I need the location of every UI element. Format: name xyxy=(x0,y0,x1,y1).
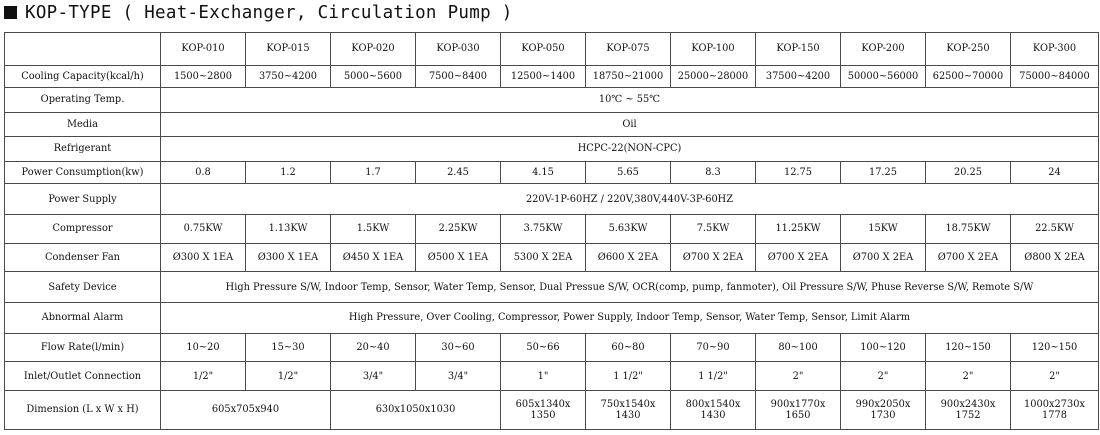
dimension-line: 750x1540x xyxy=(600,398,656,410)
table-cell: 10℃ ~ 55℃ xyxy=(161,88,1099,113)
row-label: Power Supply xyxy=(5,184,161,215)
table-row xyxy=(5,161,1099,184)
table-row xyxy=(5,272,1099,303)
dimension-line: 1000x2730x xyxy=(1024,398,1085,410)
table-cell xyxy=(756,391,841,430)
table-cell: 3750~4200 xyxy=(246,65,331,88)
table-cell: 1.13KW xyxy=(246,215,331,244)
dimension-line: 800x1540x xyxy=(685,398,741,410)
table-row xyxy=(5,391,1099,430)
table-cell xyxy=(926,391,1011,430)
row-label: Inlet/Outlet Connection xyxy=(5,362,161,391)
table-cell: 1/2" xyxy=(161,362,246,391)
dimension-line: 900x2430x xyxy=(940,398,996,410)
table-cell: 12500~1400 xyxy=(501,65,586,88)
table-cell: 15~30 xyxy=(246,333,331,362)
table-cell: 20.25 xyxy=(926,161,1011,184)
dimension-line: 1650 xyxy=(785,410,811,421)
table-cell: 1 1/2" xyxy=(671,362,756,391)
table-cell: 20~40 xyxy=(331,333,416,362)
dimension-line: 1778 xyxy=(1042,410,1067,421)
table-cell: 8.3 xyxy=(671,161,756,184)
table-row xyxy=(5,112,1099,137)
table-cell: Ø800 X 2EA xyxy=(1011,243,1099,272)
table-cell: 75000~84000 xyxy=(1011,65,1099,88)
row-label: Compressor xyxy=(5,215,161,244)
table-cell: Ø300 X 1EA xyxy=(246,243,331,272)
table-cell: Oil xyxy=(161,112,1099,137)
table-cell: 605x705x940 xyxy=(161,391,331,430)
table-cell: 3/4" xyxy=(331,362,416,391)
table-cell: 24 xyxy=(1011,161,1099,184)
table-cell: 18.75KW xyxy=(926,215,1011,244)
row-label: Abnormal Alarm xyxy=(5,303,161,334)
table-cell: 1.7 xyxy=(331,161,416,184)
table-cell: High Pressure S/W, Indoor Temp, Sensor, Water Temp, Sensor, Dual Pressue S/W, OCR(comp, pump, fanmoter), Oil Pressure S/W, Phuse Reverse S/W, Remote S/W xyxy=(161,272,1099,303)
row-label: Condenser Fan xyxy=(5,243,161,272)
table-cell: 4.15 xyxy=(501,161,586,184)
model-header: KOP-010 xyxy=(161,33,246,66)
table-cell: 5.65 xyxy=(586,161,671,184)
table-cell: 1" xyxy=(501,362,586,391)
table-cell: 7500~8400 xyxy=(416,65,501,88)
table-cell: Ø700 X 2EA xyxy=(756,243,841,272)
row-label: Media xyxy=(5,112,161,137)
table-cell: 25000~28000 xyxy=(671,65,756,88)
table-cell: 15KW xyxy=(841,215,926,244)
table-cell: 5.63KW xyxy=(586,215,671,244)
table-cell: Ø700 X 2EA xyxy=(671,243,756,272)
dimension-line: 990x2050x xyxy=(855,398,911,410)
table-cell: 120~150 xyxy=(1011,333,1099,362)
table-cell: Ø500 X 1EA xyxy=(416,243,501,272)
table-cell: 2.45 xyxy=(416,161,501,184)
model-header: KOP-030 xyxy=(416,33,501,66)
table-cell: 2" xyxy=(841,362,926,391)
table-cell: 5000~5600 xyxy=(331,65,416,88)
table-cell: 50~66 xyxy=(501,333,586,362)
dimension-line: 1752 xyxy=(955,410,981,421)
table-row xyxy=(5,88,1099,113)
row-label: Operating Temp. xyxy=(5,88,161,113)
row-label: Power Consumption(kw) xyxy=(5,161,161,184)
table-cell: 10~20 xyxy=(161,333,246,362)
table-cell: 7.5KW xyxy=(671,215,756,244)
header-row xyxy=(5,33,1099,66)
table-cell: Ø600 X 2EA xyxy=(586,243,671,272)
table-cell: 50000~56000 xyxy=(841,65,926,88)
table-cell: Ø700 X 2EA xyxy=(926,243,1011,272)
table-cell: 120~150 xyxy=(926,333,1011,362)
table-cell: 1500~2800 xyxy=(161,65,246,88)
table-row xyxy=(5,333,1099,362)
table-cell xyxy=(671,391,756,430)
table-row xyxy=(5,137,1099,162)
table-cell: 1.5KW xyxy=(331,215,416,244)
model-header: KOP-300 xyxy=(1011,33,1099,66)
table-cell: HCPC-22(NON-CPC) xyxy=(161,137,1099,162)
table-row xyxy=(5,215,1099,244)
table-cell: 1/2" xyxy=(246,362,331,391)
table-cell: 3/4" xyxy=(416,362,501,391)
table-cell: 30~60 xyxy=(416,333,501,362)
table-row xyxy=(5,184,1099,215)
dimension-line: 1430 xyxy=(700,410,726,421)
table-cell: 17.25 xyxy=(841,161,926,184)
table-cell: 3.75KW xyxy=(501,215,586,244)
table-cell: 80~100 xyxy=(756,333,841,362)
model-header: KOP-015 xyxy=(246,33,331,66)
table-cell: 12.75 xyxy=(756,161,841,184)
page-title xyxy=(4,0,513,26)
table-cell: 0.8 xyxy=(161,161,246,184)
table-cell: 0.75KW xyxy=(161,215,246,244)
table-cell: 62500~70000 xyxy=(926,65,1011,88)
table-cell: 18750~21000 xyxy=(586,65,671,88)
dimension-line: 605x1340x xyxy=(515,398,571,410)
row-label: Refrigerant xyxy=(5,137,161,162)
model-header: KOP-150 xyxy=(756,33,841,66)
table-row xyxy=(5,243,1099,272)
table-cell: 60~80 xyxy=(586,333,671,362)
table-cell: 220V-1P-60HZ / 220V,380V,440V-3P-60HZ xyxy=(161,184,1099,215)
model-header: KOP-075 xyxy=(586,33,671,66)
table-cell: 11.25KW xyxy=(756,215,841,244)
row-label: Flow Rate(l/min) xyxy=(5,333,161,362)
table-cell: 5300 X 2EA xyxy=(501,243,586,272)
corner-cell xyxy=(5,33,161,66)
table-cell: Ø450 X 1EA xyxy=(331,243,416,272)
table-row xyxy=(5,362,1099,391)
table-row xyxy=(5,65,1099,88)
table-cell: 630x1050x1030 xyxy=(331,391,501,430)
model-header: KOP-100 xyxy=(671,33,756,66)
dimension-line: 1430 xyxy=(615,410,641,421)
table-cell xyxy=(501,391,586,430)
model-header: KOP-020 xyxy=(331,33,416,66)
model-header: KOP-250 xyxy=(926,33,1011,66)
model-header: KOP-200 xyxy=(841,33,926,66)
table-cell: 1 1/2" xyxy=(586,362,671,391)
table-cell: 2" xyxy=(1011,362,1099,391)
page-title-text: KOP-TYPE ( Heat-Exchanger, Circulation Pump ) xyxy=(25,3,513,23)
table-cell: Ø300 X 1EA xyxy=(161,243,246,272)
dimension-line: 900x1770x xyxy=(770,398,826,410)
table-cell: 22.5KW xyxy=(1011,215,1099,244)
table-cell xyxy=(1011,391,1099,430)
spec-table xyxy=(4,32,1099,430)
table-cell: 2" xyxy=(926,362,1011,391)
table-cell: 2" xyxy=(756,362,841,391)
table-row xyxy=(5,303,1099,334)
square-bullet-icon xyxy=(4,6,17,19)
table-cell: 2.25KW xyxy=(416,215,501,244)
table-cell xyxy=(586,391,671,430)
row-label: Safety Device xyxy=(5,272,161,303)
dimension-line: 1350 xyxy=(530,410,556,421)
table-cell: Ø700 X 2EA xyxy=(841,243,926,272)
table-cell: 1.2 xyxy=(246,161,331,184)
table-cell: 100~120 xyxy=(841,333,926,362)
row-label: Cooling Capacity(kcal/h) xyxy=(5,65,161,88)
table-cell: High Pressure, Over Cooling, Compressor, Power Supply, Indoor Temp, Sensor, Water Temp, Sensor, Limit Alarm xyxy=(161,303,1099,334)
model-header: KOP-050 xyxy=(501,33,586,66)
table-cell: 70~90 xyxy=(671,333,756,362)
dimension-line: 1730 xyxy=(870,410,896,421)
row-label: Dimension (L x W x H) xyxy=(5,391,161,430)
table-cell xyxy=(841,391,926,430)
table-cell: 37500~4200 xyxy=(756,65,841,88)
